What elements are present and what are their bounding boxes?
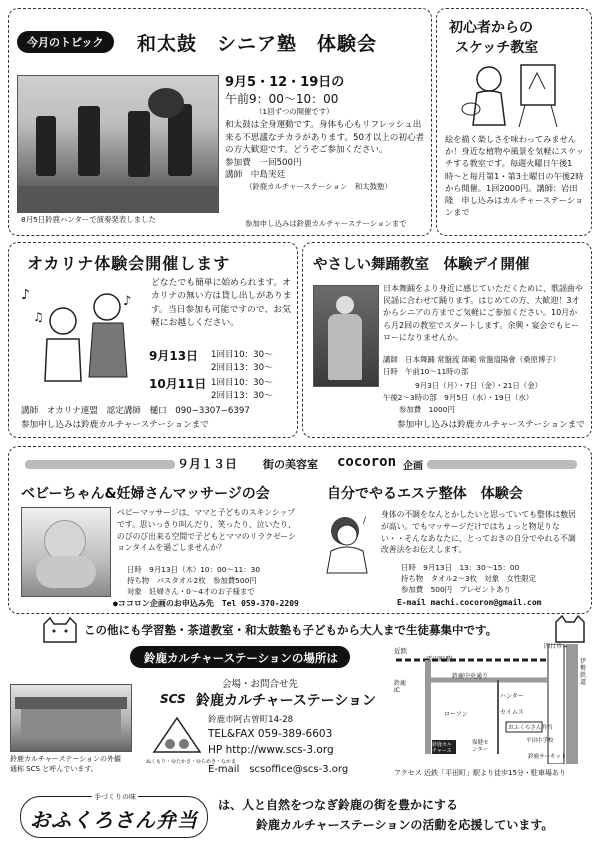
map-hiratacho: 平田町駅 — [426, 655, 452, 663]
esthe-title: 自分でやるエステ整体 体験会 — [327, 486, 523, 502]
painter-illustration — [459, 59, 571, 129]
svg-text:♪: ♪ — [21, 287, 30, 303]
topic-body: 和太鼓は全身運動です。身体も心もリフレッシュ出来る不思議なチカラがあります。50才以上の初心者の方大歓迎です。どうぞご参加ください。 — [225, 120, 425, 156]
dance-section — [302, 242, 592, 438]
topic-time-note: （1回ずつの開催です） — [255, 107, 334, 116]
recruit-notice: この他にも学習塾・茶道教室・和太鼓塾も子どもから大人まで生徒募集中です。 — [84, 623, 498, 637]
baby-title: ベビーちゃん&妊婦さんマッサージの会 — [21, 486, 270, 502]
dance-title: やさしい舞踊教室 体験デイ開催 — [313, 257, 530, 273]
topic-instructor: 講師 中島実廷 — [225, 170, 286, 181]
ocarina-section — [8, 242, 298, 438]
topic-apply: 参加申し込みは鈴鹿カルチャーステーションまで — [245, 219, 407, 228]
baby-body: ベビーマッサージは、ママと子どものスキンシップです。思いっきり叫んだり、笑ったり、泣いたり、のびのび出来る空間で子どもとママのリラクゼーションタイムを過ごしませんか？ — [117, 508, 296, 553]
ocarina-date1: 9月13日 — [149, 349, 199, 363]
bento-logo — [20, 788, 206, 838]
map-chuo: 鈴鹿中央通り — [452, 673, 489, 680]
cocoron-banner — [25, 455, 577, 473]
sketch-title-1: 初心者からの — [449, 20, 533, 36]
org-email[interactable]: E-mail scsoffice@scs-3.org — [208, 764, 349, 775]
esthe-time: 日時 9月13日 13：30〜15：00 — [401, 563, 520, 572]
dance-dates-pm: 午後2〜3時の部 9月5日（水）・19日（水） — [383, 393, 534, 402]
dance-time: 日時 午前10〜11時の部 — [383, 367, 469, 376]
topic-section — [8, 8, 432, 236]
contact-label: 会場・お問合せ先 — [222, 679, 299, 690]
location-banner-text: 鈴鹿カルチャーステーションの場所は — [144, 651, 338, 665]
map-hoken: 保健センター — [472, 740, 489, 753]
building-photo — [10, 684, 132, 752]
baby-photo — [21, 507, 111, 597]
map-hunter: ハンター — [500, 693, 524, 700]
dance-fee: 参加費 1000円 — [399, 405, 455, 414]
dancer-photo — [313, 285, 379, 387]
scs-logo: SCS — [160, 692, 186, 706]
ocarina-date2-s1: 1回目10：30〜 — [211, 378, 273, 388]
org-name: 鈴鹿カルチャーステーション — [196, 693, 377, 709]
ocarina-date2: 10月11日 — [149, 377, 207, 391]
esthe-items: 持ち物 タオル2〜3枚 対象 女性限定 — [401, 574, 537, 583]
building-caption: 鈴鹿カルチャーステーションの外観 通称 SCS と呼んでいます。 — [10, 755, 122, 773]
svg-text:/: / — [363, 516, 367, 526]
sketch-section — [436, 8, 592, 236]
ocarina-date2-s2: 2回目13：30〜 — [211, 391, 273, 401]
footer-line1: は、人と自然をつなぎ鈴鹿の街を豊かにする — [218, 798, 459, 812]
topic-title: 和太鼓 シニア塾 体験会 — [137, 33, 378, 55]
map-seimisu: セイムス — [500, 709, 524, 716]
org-address: 鈴鹿市阿古曽町14-28 — [208, 715, 294, 725]
org-hp[interactable]: HP http://www.scs-3.org — [208, 744, 334, 756]
esthe-body: 身体の不調をなんとかしたいと思っていても整体は敷居が高い。でもマッサージだけではちょっと物足りない・・そんなあなたに、とっておきの自分でやれる不調改善法をお伝えします。 — [381, 510, 576, 555]
cocoron-banner-date: ９月１３日 — [177, 457, 238, 471]
ocarina-body: どなたでも簡単に始められます。オカリナの無い方は貸し出しがあります。当日参加も可能ですので、お気軽にお越しください。 — [151, 278, 292, 329]
map-ic: 鈴鹿IC — [394, 680, 407, 694]
footer-line2: 鈴鹿カルチャーステーションの活動を応援しています。 — [256, 818, 554, 832]
map-kintetsu: 近鉄 — [394, 647, 407, 655]
map-ise: 伊勢鉄道 — [580, 658, 587, 686]
ocarina-players-illustration — [19, 277, 149, 387]
cocoron-contact-phone: ●ココロン企画のお申込み先 Tel 059-370-2209 — [113, 599, 299, 608]
map-hirata-jh: 平田中学校 — [526, 738, 554, 744]
dance-instructor: 講師 日本舞踊 常盤流 師範 常盤扇陽會（桑原博子） — [383, 355, 561, 364]
topic-photo-caption: 8月5日鈴鹿ハンターで演奏発表しました — [21, 215, 156, 224]
cocoron-contact-email: E-mail machi.cocoron@gmail.com — [397, 598, 542, 607]
esthe-fee: 参加費 500円 プレゼントあり — [401, 585, 511, 594]
cat-illustration — [40, 616, 80, 644]
sketch-body: 絵を描く楽しさを味わってみませんか！身近な植物や風景を気軽にスケッチする教室です。毎週火曜日午後1時〜と毎月第1・第3土曜日の午後2時から開催。1回2000円。講師：岩田隆 申し込みはカルチャーステーションまで — [445, 134, 584, 218]
topic-org: （鈴鹿カルチャーステーション 和太鼓塾） — [245, 181, 392, 191]
map-lawson: ローソン — [444, 711, 468, 718]
ocarina-title: オカリナ体験会開催します — [27, 254, 231, 273]
ocarina-instructor: 講師 オカリナ連盟 認定講師 樋口 090−3307−6397 — [21, 406, 250, 416]
org-tel: TEL&FAX 059-389-6603 — [208, 728, 333, 740]
map-shiroko: 四日市→ — [544, 643, 568, 650]
access-text: アクセス 近鉄「平田町」駅より徒歩15分・駐車場あり — [394, 769, 566, 777]
map-circuit: 鈴鹿サーキット — [528, 754, 567, 760]
sketch-title-2: スケッチ教室 — [455, 40, 539, 56]
bento-tag: 手づくりの味 — [94, 793, 136, 801]
location-banner — [130, 646, 350, 668]
cocoron-banner-end: 企画 — [403, 461, 423, 472]
scs-mascot-logo — [150, 712, 204, 756]
map-scs: おふくろさん弁当 — [508, 725, 553, 731]
topic-time: 午前9：00〜10：00 — [225, 92, 339, 106]
cat-illustration-right — [552, 614, 588, 644]
cocoron-section — [8, 446, 592, 614]
map-station-shop: 鈴鹿カルチャーステーション — [432, 742, 453, 766]
dance-dates1: 9月3日（月）・7日（金）・21日（金） — [415, 381, 542, 390]
bento-name: おふくろさん弁当 — [30, 808, 198, 832]
dance-body: 日本舞踊をより身近に感じていただくために、歌謡曲や民謡に合わせて踊ります。はじめての方、大歓迎！3才からシニアの方までご気軽にご参加ください。10月から月2回の教室でスタートします。余興・宴会でもヒーローになりませんか。 — [383, 284, 583, 342]
svg-text:♫: ♫ — [33, 310, 44, 324]
ocarina-date1-s1: 1回目10：30〜 — [211, 350, 273, 360]
dance-apply: 参加申し込みは鈴鹿カルチャーステーションまで — [397, 420, 585, 430]
topic-fee: 参加費 一回500円 — [225, 157, 302, 168]
topic-badge: 今月のトピック — [17, 31, 114, 53]
topic-dates: 9月5・12・19日の — [225, 75, 345, 90]
svg-text:♪: ♪ — [123, 294, 132, 309]
taiko-photo — [17, 75, 219, 213]
cocoron-banner-mid: 街の美容室 — [263, 458, 318, 471]
ocarina-apply: 参加申し込みは鈴鹿カルチャーステーションまで — [21, 420, 209, 430]
baby-target: 対象 妊婦さん・0〜4才のお子様まで — [127, 587, 255, 596]
access-map — [388, 644, 594, 764]
baby-time: 日時 9月13日（木）10：00〜11：30 — [127, 565, 261, 574]
scs-logo-caption: ぬくもり・ゆたかさ・ゆらめき・なかま — [146, 759, 237, 765]
baby-items: 持ち物 バスタオル2枚 参加費500円 — [127, 576, 257, 585]
cocoron-banner-brand: cocoron — [337, 454, 397, 470]
woman-illustration — [319, 509, 375, 575]
ocarina-date1-s2: 2回目13：30〜 — [211, 363, 273, 373]
